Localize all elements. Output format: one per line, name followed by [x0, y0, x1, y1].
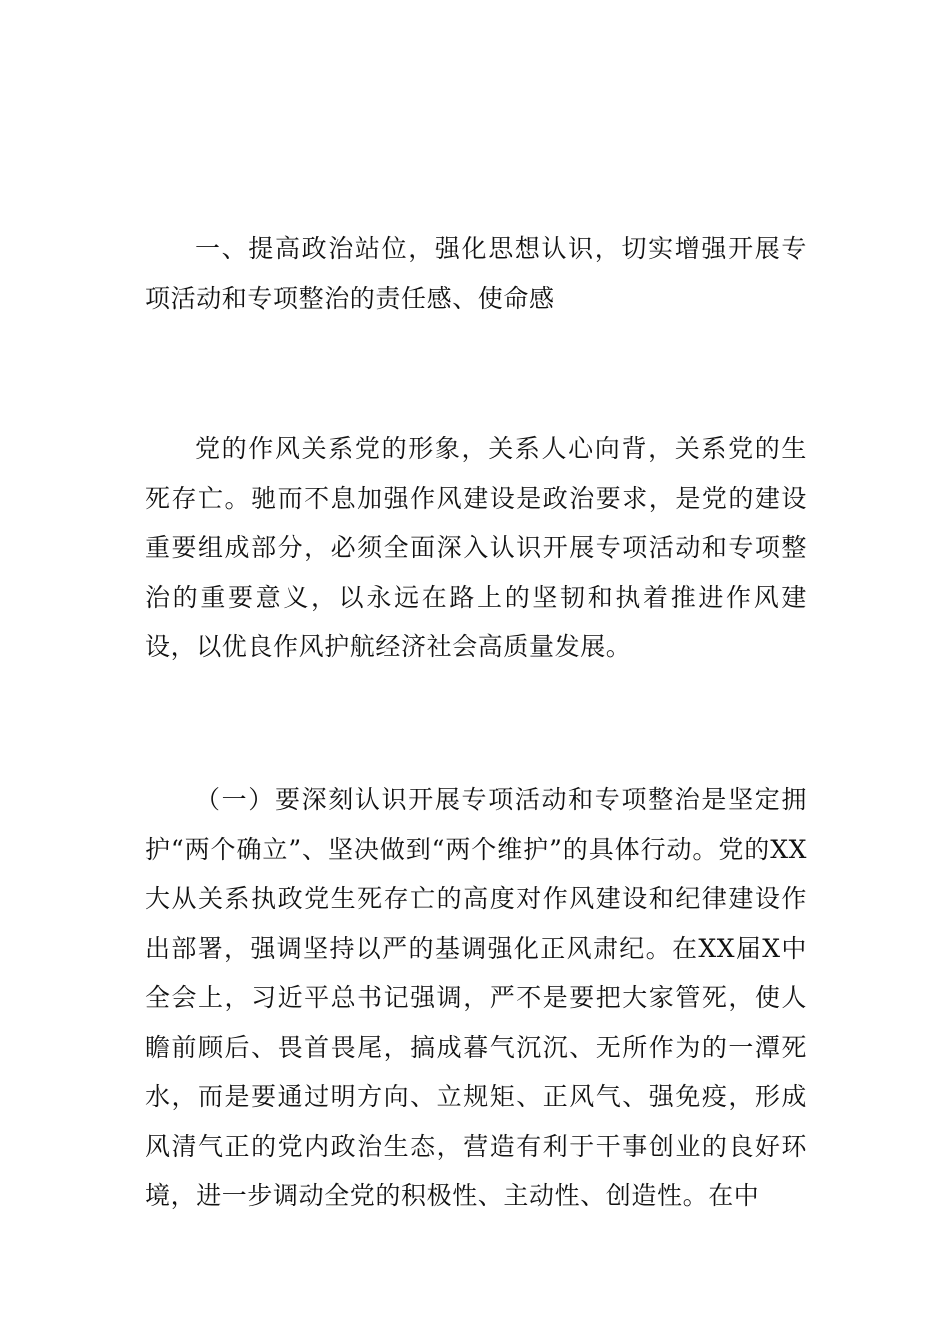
body-paragraph-2: （一）要深刻认识开展专项活动和专项整治是坚定拥护“两个确立”、坚决做到“两个维护”的具体行动。党的XX大从关系执政党生死存亡的高度对作风建设和纪律建设作出部署，强调坚持以严的基调强化正风肃纪。在XX届X中全会上，习近平总书记强调，严不是要把大家管死，使人瞻前顾后、畏首畏尾，搞成暮气沉沉、无所作为的一潭死水，而是要通过明方向、立规矩、正风气、强免疫，形成风清气正的党内政治生态，营造有利于干事创业的良好环境，进一步调动全党的积极性、主动性、创造性。在中 [145, 785, 807, 1210]
section-heading: 一、提高政治站位，强化思想认识，切实增强开展专项活动和专项整治的责任感、使命感 [145, 234, 807, 313]
body-paragraph-1: 党的作风关系党的形象，关系人心向背，关系党的生死存亡。驰而不息加强作风建设是政治要求，是党的建设重要组成部分，必须全面深入认识开展专项活动和专项整治的重要意义，以永远在路上的坚韧和执着推进作风建设，以优良作风护航经济社会高质量发展。 [145, 434, 807, 661]
